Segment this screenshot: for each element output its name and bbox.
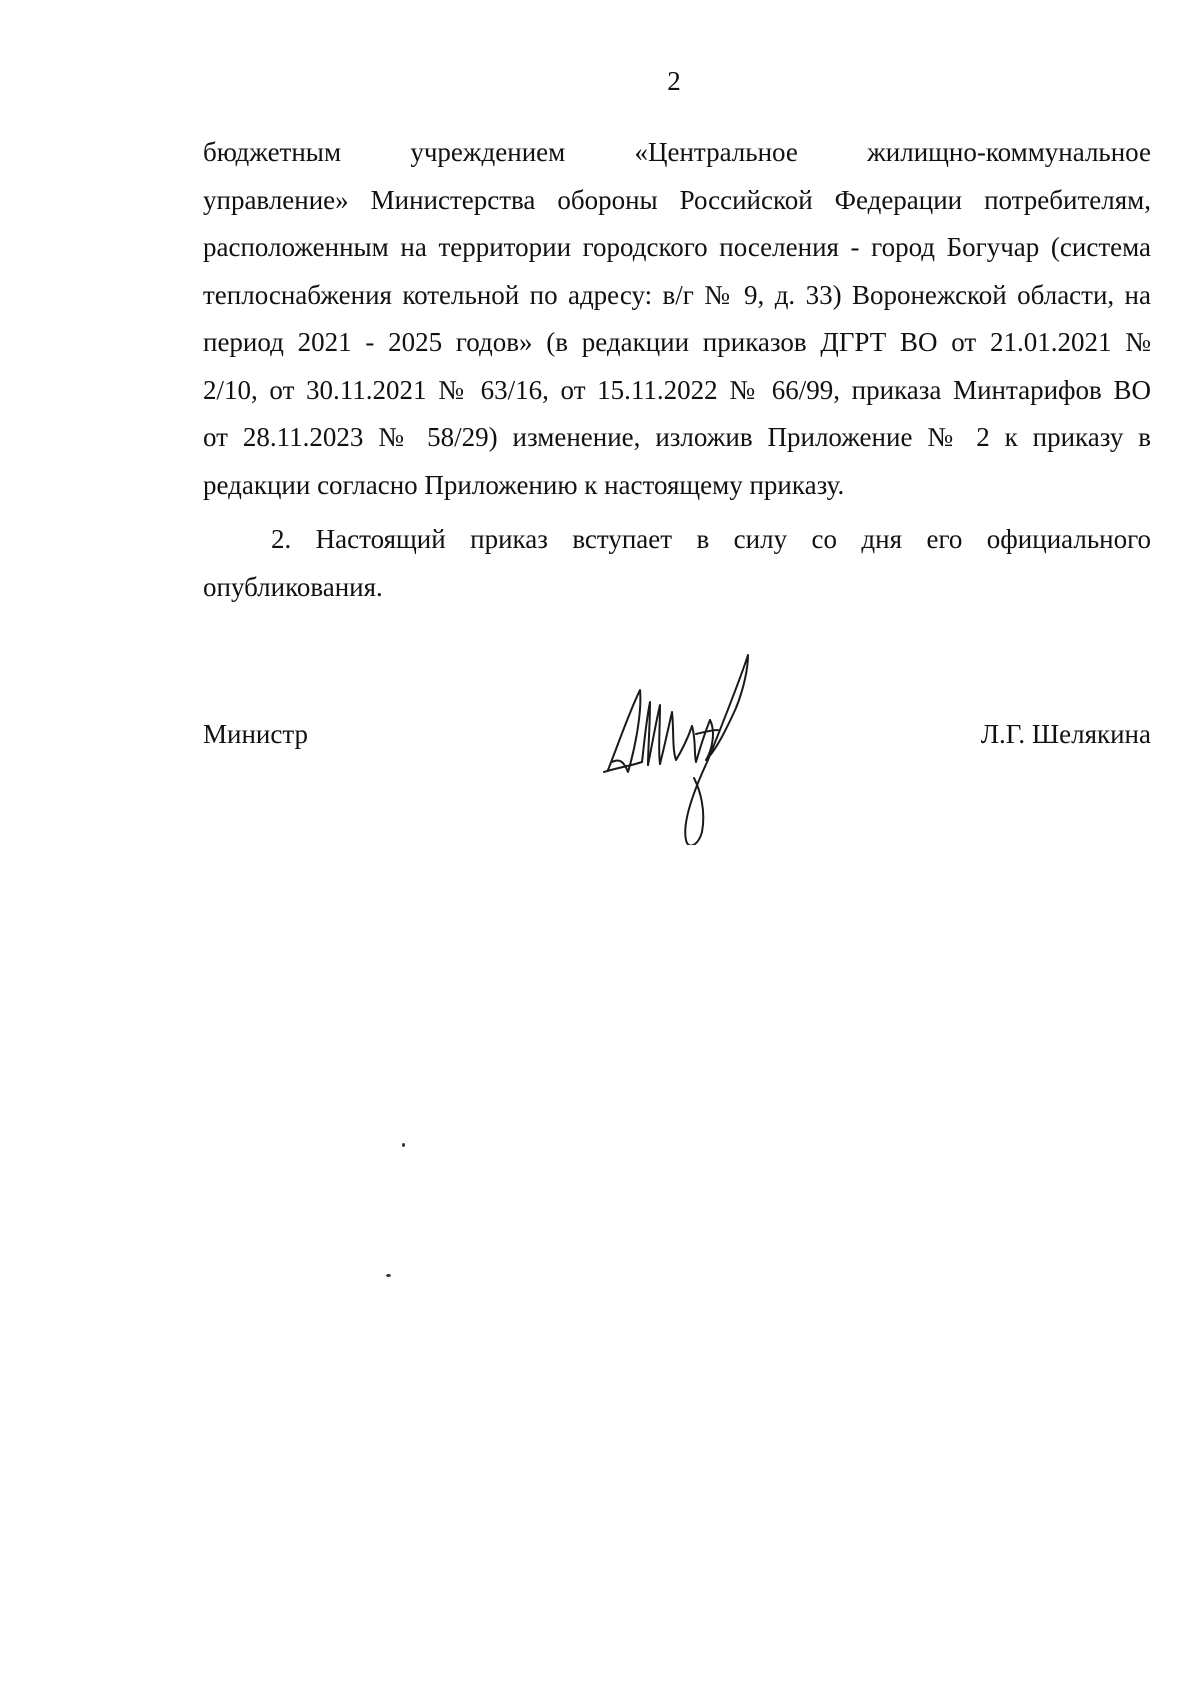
scan-speck xyxy=(402,1143,405,1147)
paragraph-1 xyxy=(203,129,1151,509)
scan-speck xyxy=(386,1274,391,1277)
paragraph-1-line: теплоснабжения котельной по адресу: в/г № 9, д. 33) Воронежской области, на xyxy=(203,279,1151,310)
paragraph-2 xyxy=(203,516,1151,611)
paragraph-1-line: от 28.11.2023 № 58/29) изменение, изложив Приложение № 2 к приказу в xyxy=(203,422,1151,452)
paragraph-1-line: расположенным на территории городского поселения - город Богучар (система xyxy=(203,232,1151,262)
page-number: 2 xyxy=(667,66,681,96)
signatory-title: Министр xyxy=(203,719,308,749)
paragraph-1-line: редакции согласно Приложению к настоящему приказу. xyxy=(203,469,845,500)
paragraph-1-line: период 2021 - 2025 годов» (в редакции приказов ДГРТ ВО от 21.01.2021 № xyxy=(203,327,1151,357)
paragraph-1-line: бюджетным учреждением «Центральное жилищно-коммунальное xyxy=(203,137,1151,167)
paragraph-1-line: управление» Министерства обороны Российской Федерации потребителям, xyxy=(203,184,1151,215)
handwritten-signature xyxy=(598,650,768,845)
paragraph-2-line: опубликования. xyxy=(203,571,383,602)
paragraph-2-line: 2. Настоящий приказ вступает в силу со дня его официального xyxy=(271,524,1151,554)
signatory-name: Л.Г. Шелякина xyxy=(980,719,1151,749)
paragraph-1-line: 2/10, от 30.11.2021 № 63/16, от 15.11.2022 № 66/99, приказа Минтарифов ВО xyxy=(203,374,1151,405)
